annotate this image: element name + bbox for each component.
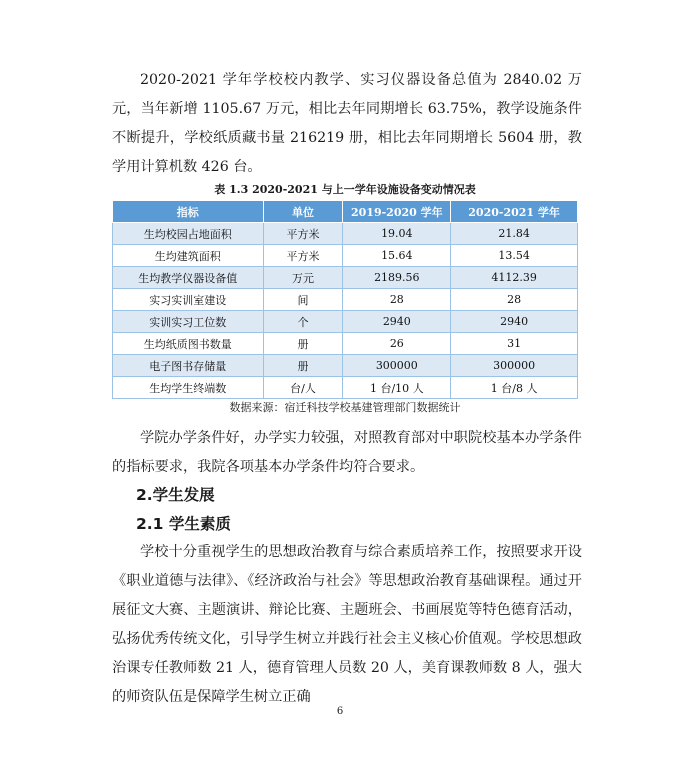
cell-indicator: 电子图书存储量 [113, 355, 264, 377]
cell-2020-2021: 2940 [451, 311, 578, 333]
cell-2019-2020: 1 台/10 人 [343, 377, 451, 399]
table-caption: 表 1.3 2020-2021 与上一学年设施设备变动情况表 [214, 183, 476, 196]
student-quality-paragraph: 学校十分重视学生的思想政治教育与综合素质培养工作，按照要求开设《职业道德与法律》、《经济政治与社会》等思想政治教育基础课程。通过开展征文大赛、主题演讲、辩论比赛、主题班会、书画展览等特色德育活动，弘扬优秀传统文化，引导学生树立并践行社会主义核心价值观。学校思想政治课专任教师数 21 人，德育管理人员数 20 人，美育课教师数 8 人，强大的师资队伍是保障学生树立正确 [112, 544, 582, 705]
intro-paragraph: 2020-2021 学年学校校内教学、实习仪器设备总值为 2840.02 万元，当年新增 1105.67 万元，相比去年同期增长 63.75%，教学设施条件不断提升，学校纸质藏书量 216219 册，相比去年同期增长 5604 册，教学用计算机数 426 台。 [112, 72, 582, 175]
cell-indicator: 实训实习工位数 [113, 311, 264, 333]
conditions-paragraph: 学院办学条件好，办学实力较强，对照教育部对中职院校基本办学条件的指标要求，我院各项基本办学条件均符合要求。 [112, 430, 582, 475]
cell-unit: 平方米 [263, 223, 343, 245]
cell-indicator: 生均学生终端数 [113, 377, 264, 399]
cell-2020-2021: 4112.39 [451, 267, 578, 289]
header-indicator: 指标 [113, 201, 264, 223]
table-source-note: 数据来源：宿迁科技学校基建管理部门数据统计 [229, 401, 461, 414]
cell-unit: 台/人 [263, 377, 343, 399]
cell-unit: 平方米 [263, 245, 343, 267]
cell-unit: 个 [263, 311, 343, 333]
table-row [113, 355, 578, 377]
cell-unit: 册 [263, 355, 343, 377]
table-row [113, 311, 578, 333]
cell-2019-2020: 19.04 [343, 223, 451, 245]
cell-2020-2021: 13.54 [451, 245, 578, 267]
cell-indicator: 生均教学仪器设备值 [113, 267, 264, 289]
header-unit: 单位 [263, 201, 343, 223]
table-row [113, 245, 578, 267]
page-number: 6 [336, 706, 344, 717]
cell-2019-2020: 15.64 [343, 245, 451, 267]
header-2019-2020: 2019-2020 学年 [343, 201, 451, 223]
table-row [113, 267, 578, 289]
table-row [113, 333, 578, 355]
cell-2020-2021: 300000 [451, 355, 578, 377]
table-row [113, 289, 578, 311]
cell-2019-2020: 26 [343, 333, 451, 355]
cell-2020-2021: 31 [451, 333, 578, 355]
cell-2019-2020: 300000 [343, 355, 451, 377]
cell-indicator: 生均校园占地面积 [113, 223, 264, 245]
cell-indicator: 生均纸质图书数量 [113, 333, 264, 355]
cell-2019-2020: 2940 [343, 311, 451, 333]
cell-indicator: 生均建筑面积 [113, 245, 264, 267]
table-header-row [113, 201, 578, 223]
cell-2020-2021: 21.84 [451, 223, 578, 245]
cell-unit: 间 [263, 289, 343, 311]
cell-2019-2020: 2189.56 [343, 267, 451, 289]
cell-unit: 万元 [263, 267, 343, 289]
cell-indicator: 实习实训室建设 [113, 289, 264, 311]
facilities-table [112, 200, 578, 399]
section-heading: 2.学生发展 [136, 486, 215, 504]
subsection-heading: 2.1 学生素质 [136, 515, 231, 533]
cell-2020-2021: 28 [451, 289, 578, 311]
cell-2019-2020: 28 [343, 289, 451, 311]
cell-unit: 册 [263, 333, 343, 355]
header-2020-2021: 2020-2021 学年 [451, 201, 578, 223]
cell-2020-2021: 1 台/8 人 [451, 377, 578, 399]
table-row [113, 377, 578, 399]
table-row [113, 223, 578, 245]
